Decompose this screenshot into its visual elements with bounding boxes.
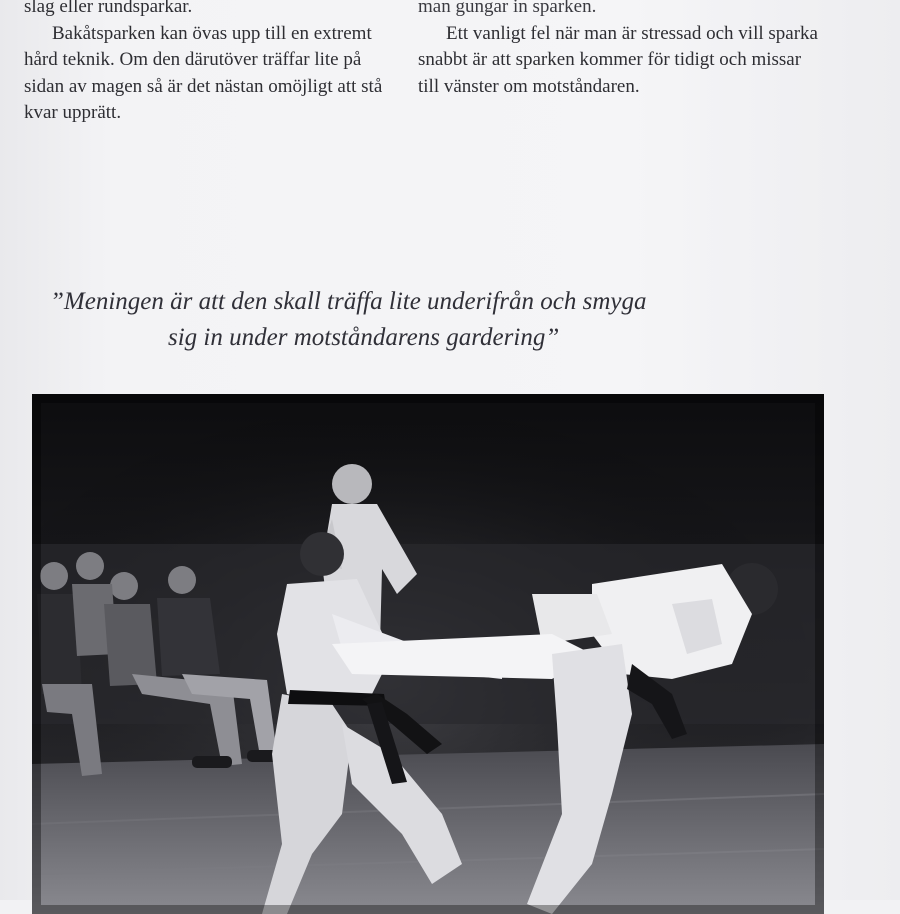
left-column-paragraph: Bakåtsparken kan övas upp till en extremt hård teknik. Om den därutöver träffar lite på sidan av magen så är det nästan omöjligt att stå kvar upprätt. bbox=[24, 22, 383, 123]
pull-quote-line-2: sig in under motståndarens gardering” bbox=[168, 324, 560, 351]
right-text-column bbox=[418, 0, 818, 100]
right-column-paragraph: Ett vanligt fel när man är stressad och vill sparka snabbt är att sparken kommer för tidigt och missar till vänster om motståndaren. bbox=[418, 22, 818, 97]
karate-match-photo bbox=[32, 394, 824, 914]
photo-illustration bbox=[32, 394, 824, 914]
left-text-column bbox=[24, 0, 400, 127]
right-column-partial-line: man gungar in sparken. bbox=[418, 0, 597, 17]
pull-quote bbox=[40, 284, 820, 356]
pull-quote-line-1: ”Meningen är att den skall träffa lite underifrån och smyga bbox=[50, 288, 647, 315]
left-column-partial-line: slag eller rundsparkar. bbox=[24, 0, 193, 17]
